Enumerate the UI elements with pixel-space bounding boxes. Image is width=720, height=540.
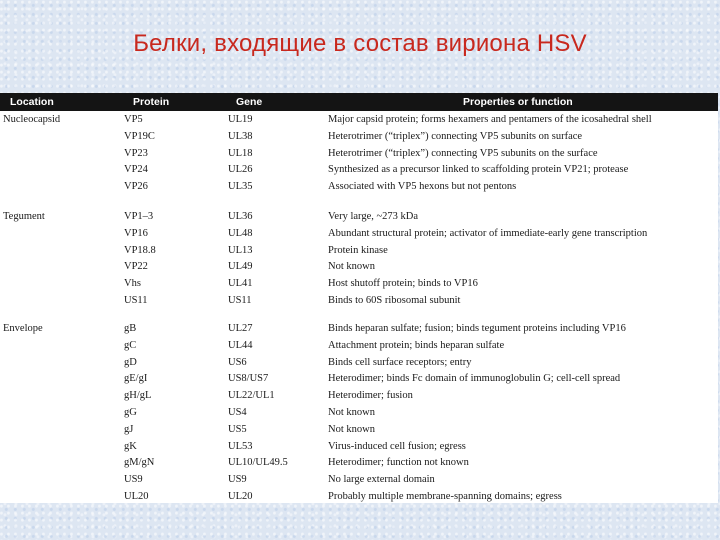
protein-cell: VP23 — [124, 147, 148, 159]
properties-cell: Binds cell surface receptors; entry — [328, 356, 472, 368]
properties-cell: Synthesized as a precursor linked to scaffolding protein VP21; protease — [328, 164, 629, 176]
table-row — [0, 473, 718, 490]
table-row — [0, 244, 718, 261]
gene-cell: UL48 — [228, 227, 253, 239]
protein-cell: gD — [124, 356, 137, 368]
protein-cell: gJ — [124, 423, 134, 435]
gene-cell: UL38 — [228, 130, 253, 142]
protein-cell: Vhs — [124, 278, 141, 290]
gene-cell: UL35 — [228, 181, 253, 193]
properties-cell: Attachment protein; binds heparan sulfate — [328, 339, 505, 351]
table-row — [0, 440, 718, 457]
properties-cell: Virus-induced cell fusion; egress — [328, 440, 466, 452]
gene-cell: US9 — [228, 474, 247, 486]
location-label: Envelope — [3, 323, 43, 334]
properties-cell: Binds to 60S ribosomal subunit — [328, 294, 461, 306]
properties-cell: Not known — [328, 423, 375, 435]
gene-cell: UL19 — [228, 114, 253, 125]
gene-cell: UL10/UL49.5 — [228, 457, 288, 469]
group-envelope — [0, 322, 718, 507]
protein-cell: VP1–3 — [124, 211, 154, 222]
protein-cell: gH/gL — [124, 390, 152, 402]
gene-cell: US11 — [228, 294, 252, 306]
table-row — [0, 210, 718, 227]
location-label: Nucleocapsid — [3, 114, 61, 125]
table-row — [0, 163, 718, 180]
header-protein: Protein — [133, 96, 170, 108]
gene-cell: UL53 — [228, 440, 253, 452]
table-row — [0, 260, 718, 277]
properties-cell: Binds heparan sulfate; fusion; binds tegument proteins including VP16 — [328, 323, 626, 334]
table-row — [0, 294, 718, 311]
table-row — [0, 147, 718, 164]
table-row — [0, 389, 718, 406]
properties-cell: Heterotrimer (“triplex”) connecting VP5 subunits on surface — [328, 130, 583, 142]
table-row — [0, 490, 718, 507]
table-row — [0, 423, 718, 440]
properties-cell: Protein kinase — [328, 244, 388, 256]
protein-cell: gE/gI — [124, 373, 148, 385]
properties-cell: Heterodimer; function not known — [328, 457, 469, 469]
group-tegument — [0, 210, 718, 311]
protein-cell: VP18.8 — [124, 244, 156, 256]
table-row — [0, 227, 718, 244]
gene-cell: UL49 — [228, 261, 253, 273]
protein-cell: VP22 — [124, 261, 148, 273]
properties-cell: Heterotrimer (“triplex”) connecting VP5 subunits on the surface — [328, 147, 598, 159]
protein-cell: UL20 — [124, 490, 149, 502]
table-row — [0, 113, 718, 130]
gene-cell: UL18 — [228, 147, 253, 159]
gene-cell: US6 — [228, 356, 247, 368]
properties-cell: Probably multiple membrane-spanning domains; egress — [328, 490, 562, 502]
properties-cell: Major capsid protein; forms hexamers and pentamers of the icosahedral shell — [328, 114, 652, 125]
table-row — [0, 277, 718, 294]
gene-cell: US8/US7 — [228, 373, 269, 385]
properties-cell: Heterodimer; fusion — [328, 390, 413, 402]
table-row — [0, 322, 718, 339]
table-row — [0, 456, 718, 473]
properties-cell: Associated with VP5 hexons but not pentons — [328, 181, 517, 193]
gene-cell: UL27 — [228, 323, 253, 334]
location-label: Tegument — [3, 211, 45, 222]
properties-cell: Heterodimer; binds Fc domain of immunoglobulin G; cell-cell spread — [328, 373, 621, 385]
header-gene: Gene — [236, 96, 263, 108]
protein-cell: US9 — [124, 474, 143, 486]
group-nucleocapsid — [0, 113, 718, 197]
protein-cell: VP26 — [124, 181, 148, 193]
table-row — [0, 372, 718, 389]
header-location: Location — [10, 96, 54, 108]
properties-cell: Not known — [328, 406, 375, 418]
gene-cell: UL41 — [228, 278, 253, 290]
table-header — [0, 93, 718, 111]
protein-table — [0, 93, 718, 503]
protein-cell: VP19C — [124, 130, 155, 142]
table-row — [0, 130, 718, 147]
properties-cell: Very large, ~273 kDa — [328, 211, 419, 222]
gene-cell: UL13 — [228, 244, 253, 256]
protein-cell: gB — [124, 323, 137, 334]
properties-cell: Host shutoff protein; binds to VP16 — [328, 278, 478, 290]
table-row — [0, 180, 718, 197]
gene-cell: UL22/UL1 — [228, 390, 275, 402]
protein-cell: gC — [124, 339, 137, 351]
gene-cell: UL20 — [228, 490, 253, 502]
protein-cell: US11 — [124, 294, 148, 306]
protein-cell: gM/gN — [124, 457, 155, 469]
slide-title: Белки, входящие в состав вириона HSV — [133, 30, 587, 57]
gene-cell: UL26 — [228, 164, 253, 176]
gene-cell: US5 — [228, 423, 247, 435]
protein-cell: VP16 — [124, 227, 148, 239]
properties-cell: No large external domain — [328, 474, 435, 486]
protein-cell: VP24 — [124, 164, 148, 176]
protein-cell: VP5 — [124, 114, 143, 125]
properties-cell: Abundant structural protein; activator of immediate-early gene transcription — [328, 227, 648, 239]
gene-cell: UL44 — [228, 339, 253, 351]
table-row — [0, 406, 718, 423]
table-row — [0, 339, 718, 356]
header-properties: Properties or function — [463, 96, 573, 108]
properties-cell: Not known — [328, 261, 375, 273]
gene-cell: US4 — [228, 406, 247, 418]
protein-cell: gG — [124, 406, 137, 418]
table-row — [0, 356, 718, 373]
gene-cell: UL36 — [228, 211, 253, 222]
protein-cell: gK — [124, 440, 137, 452]
